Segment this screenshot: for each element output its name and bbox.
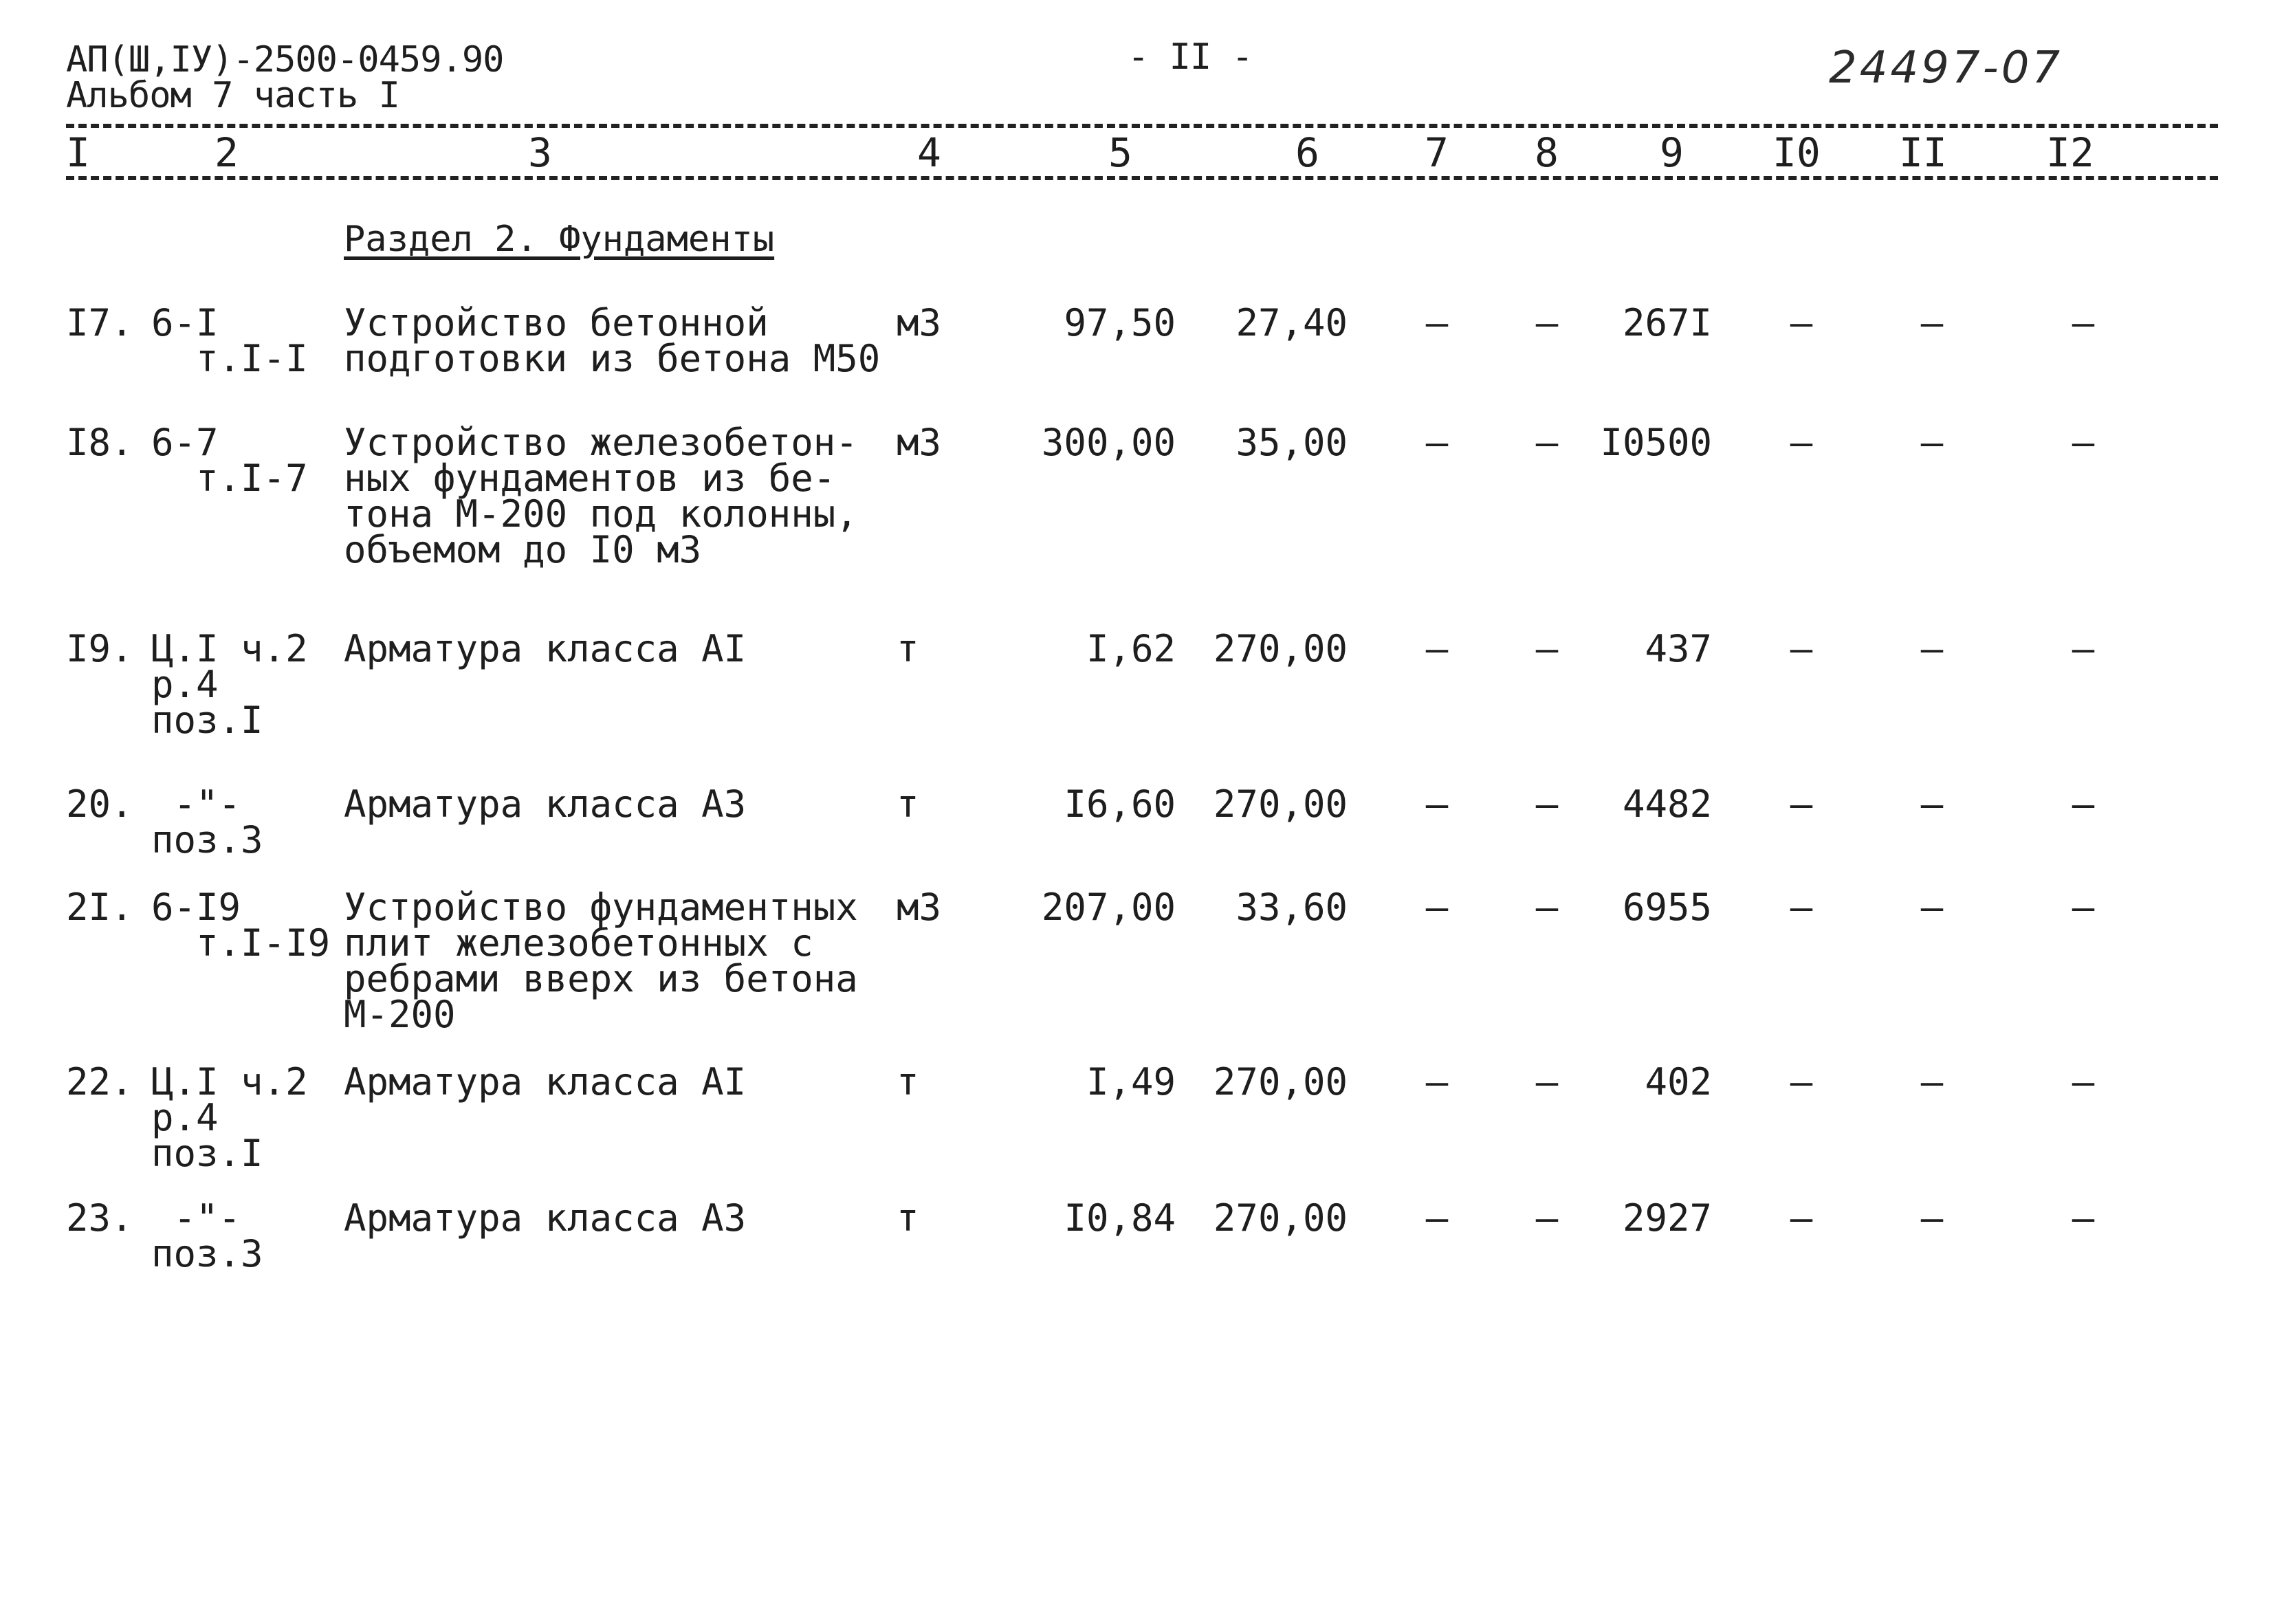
row-total: 4482 <box>1622 782 1712 826</box>
row-quantity: I,49 <box>1086 1060 1176 1104</box>
row-total: 2927 <box>1622 1196 1712 1240</box>
row-price: 33,60 <box>1236 886 1348 929</box>
row-col7: – <box>1425 1196 1449 1240</box>
row-code: 6-7 т.I-7 <box>151 421 308 500</box>
column-header-1: I <box>66 129 90 176</box>
row-description: Арматура класса А3 <box>344 782 747 826</box>
column-header-6: 6 <box>1295 129 1319 176</box>
row-unit: м3 <box>897 301 942 344</box>
row-col10: – <box>1790 301 1813 344</box>
column-header-12: I2 <box>2046 129 2094 176</box>
row-code: 6-I т.I-I <box>151 301 308 380</box>
row-total: 267I <box>1622 301 1712 344</box>
table-row <box>0 301 2273 380</box>
row-price: 35,00 <box>1236 421 1348 464</box>
row-quantity: I,62 <box>1086 627 1176 670</box>
row-price: 270,00 <box>1213 782 1348 826</box>
row-quantity: 300,00 <box>1041 421 1176 464</box>
row-code: Ц.I ч.2 р.4 поз.I <box>151 627 308 742</box>
document-code: АП(Ш,IУ)-2500-0459.90 <box>66 39 504 80</box>
row-col7: – <box>1425 1060 1449 1104</box>
row-price: 270,00 <box>1213 1196 1348 1240</box>
table-row <box>0 1060 2273 1175</box>
row-col7: – <box>1425 301 1449 344</box>
table-row <box>0 627 2273 742</box>
row-col8: – <box>1535 421 1559 464</box>
column-header-5: 5 <box>1108 129 1132 176</box>
row-col12: – <box>2072 1196 2095 1240</box>
row-col7: – <box>1425 886 1449 929</box>
row-number: I8. <box>66 421 133 464</box>
row-col11: – <box>1920 1060 1944 1104</box>
row-col7: – <box>1425 421 1449 464</box>
column-header-2: 2 <box>215 129 239 176</box>
row-quantity: I6,60 <box>1064 782 1176 826</box>
column-header-4: 4 <box>917 129 941 176</box>
row-col11: – <box>1920 301 1944 344</box>
row-code: Ц.I ч.2 р.4 поз.I <box>151 1060 308 1175</box>
row-code: -"- поз.3 <box>151 782 263 862</box>
row-col10: – <box>1790 421 1813 464</box>
row-col11: – <box>1920 782 1944 826</box>
row-quantity: 207,00 <box>1041 886 1176 929</box>
table-row <box>0 886 2273 1036</box>
row-total: I0500 <box>1600 421 1712 464</box>
row-unit: т <box>897 782 919 826</box>
row-total: 6955 <box>1622 886 1712 929</box>
row-col10: – <box>1790 627 1813 670</box>
column-header-9: 9 <box>1660 129 1684 176</box>
row-col8: – <box>1535 1060 1559 1104</box>
row-col11: – <box>1920 421 1944 464</box>
handwritten-stamp: 24497-07 <box>1829 43 2063 94</box>
column-header-8: 8 <box>1535 129 1559 176</box>
row-col8: – <box>1535 782 1559 826</box>
row-col8: – <box>1535 1196 1559 1240</box>
page-number: - II - <box>1128 36 1253 78</box>
row-col11: – <box>1920 886 1944 929</box>
row-col10: – <box>1790 1196 1813 1240</box>
row-price: 270,00 <box>1213 1060 1348 1104</box>
column-header-11: II <box>1899 129 1947 176</box>
row-col11: – <box>1920 627 1944 670</box>
row-col11: – <box>1920 1196 1944 1240</box>
table-row <box>0 782 2273 862</box>
row-description: Арматура класса АI <box>344 1060 747 1104</box>
row-col12: – <box>2072 1060 2095 1104</box>
row-col12: – <box>2072 782 2095 826</box>
row-description: Устройство бетонной подготовки из бетона М50 <box>344 301 881 380</box>
row-quantity: I0,84 <box>1064 1196 1176 1240</box>
row-unit: м3 <box>897 421 942 464</box>
row-unit: т <box>897 627 919 670</box>
header-rule-top <box>66 124 2218 128</box>
row-number: I7. <box>66 301 133 344</box>
row-price: 270,00 <box>1213 627 1348 670</box>
row-quantity: 97,50 <box>1064 301 1176 344</box>
row-description: Арматура класса А3 <box>344 1196 747 1240</box>
row-description: Устройство фундаментных плит железобетонных с ребрами вверх из бетона М-200 <box>344 886 858 1036</box>
album-label: Альбом 7 часть I <box>66 75 399 116</box>
row-number: I9. <box>66 627 133 670</box>
row-col12: – <box>2072 421 2095 464</box>
row-col12: – <box>2072 301 2095 344</box>
row-number: 23. <box>66 1196 133 1240</box>
row-col8: – <box>1535 886 1559 929</box>
row-description: Арматура класса АI <box>344 627 747 670</box>
table-row <box>0 1196 2273 1275</box>
section-title: Раздел 2. Фундаменты <box>344 219 775 260</box>
row-col7: – <box>1425 627 1449 670</box>
row-price: 27,40 <box>1236 301 1348 344</box>
row-col8: – <box>1535 301 1559 344</box>
column-header-7: 7 <box>1425 129 1449 176</box>
row-col12: – <box>2072 886 2095 929</box>
row-col10: – <box>1790 1060 1813 1104</box>
row-code: -"- поз.3 <box>151 1196 263 1275</box>
row-col10: – <box>1790 886 1813 929</box>
row-unit: т <box>897 1196 919 1240</box>
row-col7: – <box>1425 782 1449 826</box>
row-unit: м3 <box>897 886 942 929</box>
column-header-10: I0 <box>1772 129 1821 176</box>
table-row <box>0 421 2273 571</box>
row-total: 437 <box>1645 627 1712 670</box>
row-number: 20. <box>66 782 133 826</box>
row-total: 402 <box>1645 1060 1712 1104</box>
row-number: 2I. <box>66 886 133 929</box>
column-header-3: 3 <box>528 129 552 176</box>
row-col12: – <box>2072 627 2095 670</box>
row-unit: т <box>897 1060 919 1104</box>
row-number: 22. <box>66 1060 133 1104</box>
row-col8: – <box>1535 627 1559 670</box>
row-code: 6-I9 т.I-I9 <box>151 886 331 965</box>
header-rule-bottom <box>66 176 2218 180</box>
row-description: Устройство железобетон- ных фундаментов из бе- тона М-200 под колонны, объемом до I0 м3 <box>344 421 858 571</box>
row-col10: – <box>1790 782 1813 826</box>
